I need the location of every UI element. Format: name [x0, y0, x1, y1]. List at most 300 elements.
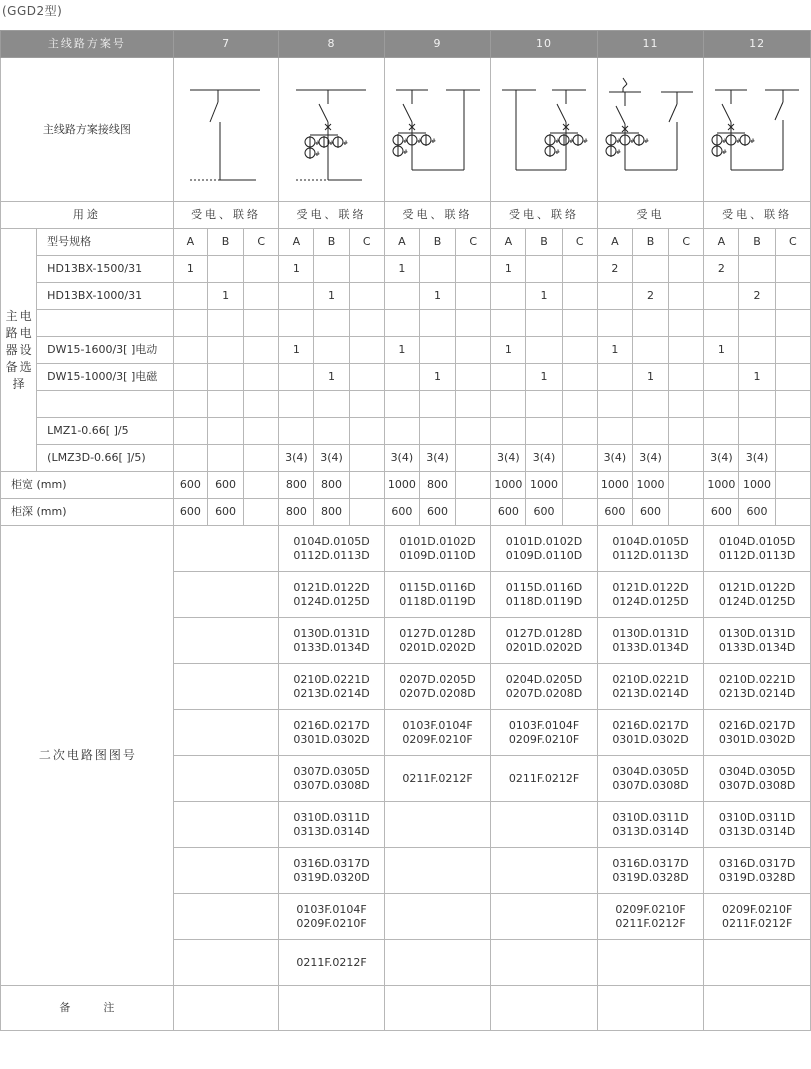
secondary-drawing-codes [173, 756, 278, 802]
quantity-cell [739, 391, 775, 418]
width-value: 600 [173, 472, 207, 499]
drawing-code-line: 0130D.0131D [293, 626, 370, 640]
secondary-drawing-codes [279, 848, 384, 894]
quantity-cell [207, 445, 243, 472]
quantity-cell [526, 418, 562, 445]
quantity-cell [384, 364, 419, 391]
quantity-cell [704, 283, 739, 310]
quantity-cell [775, 364, 810, 391]
quantity-cell [419, 337, 455, 364]
secondary-drawing-codes [704, 618, 811, 664]
abc-header: B [419, 229, 455, 256]
depth-value [669, 499, 704, 526]
abc-header: B [314, 229, 349, 256]
secondary-drawing-codes [597, 618, 704, 664]
secondary-drawing-codes [597, 940, 704, 986]
model-spec-label: 型号规格 [37, 229, 174, 256]
quantity-cell [704, 418, 739, 445]
quantity-cell [419, 391, 455, 418]
drawing-code-line: 0133D.0134D [293, 640, 370, 654]
quantity-cell: 3(4) [491, 445, 526, 472]
quantity-cell [384, 418, 419, 445]
width-value: 1000 [384, 472, 419, 499]
usage-value: 受电、联络 [173, 202, 278, 229]
wiring-diagram-12 [707, 70, 807, 190]
table-row [1, 256, 811, 283]
diagram-label: 主线路方案接线图 [1, 58, 174, 202]
quantity-cell [597, 391, 632, 418]
table-row [1, 310, 811, 337]
secondary-drawing-codes [173, 894, 278, 940]
width-value: 1000 [526, 472, 562, 499]
quantity-cell [669, 364, 704, 391]
quantity-cell [244, 364, 279, 391]
quantity-cell: 2 [632, 283, 668, 310]
remark-label: 备 注 [1, 986, 174, 1031]
svg-text:#: # [629, 137, 635, 145]
abc-header: C [669, 229, 704, 256]
quantity-cell [562, 283, 597, 310]
drawing-code-line: 0211F.0212F [508, 771, 580, 785]
svg-text:#: # [569, 137, 575, 145]
drawing-code-line: 0101D.0102D [505, 534, 583, 548]
abc-header: B [526, 229, 562, 256]
depth-value: 600 [632, 499, 668, 526]
secondary-drawing-codes [279, 756, 384, 802]
width-value [669, 472, 704, 499]
quantity-cell: 1 [739, 364, 775, 391]
quantity-cell: 2 [704, 256, 739, 283]
drawing-code-line: 0209F.0210F [508, 732, 580, 746]
quantity-cell [456, 310, 491, 337]
section-label-char: 择 [12, 376, 25, 391]
section-label-char: 电 [66, 748, 79, 762]
quantity-cell [244, 256, 279, 283]
drawing-code-line: 0209F.0210F [615, 902, 686, 916]
secondary-drawing-codes [279, 710, 384, 756]
quantity-cell: 1 [384, 256, 419, 283]
depth-value [775, 499, 810, 526]
depth-label: 柜深 (mm) [1, 499, 174, 526]
quantity-cell [173, 391, 207, 418]
quantity-cell [173, 364, 207, 391]
width-value: 1000 [739, 472, 775, 499]
scheme-number: 8 [279, 31, 384, 58]
component-model: HD13BX-1000/31 [37, 283, 174, 310]
secondary-drawing-codes [173, 802, 278, 848]
quantity-cell: 1 [526, 283, 562, 310]
drawing-code-line: 0130D.0131D [718, 626, 796, 640]
quantity-cell [349, 310, 384, 337]
quantity-cell [775, 445, 810, 472]
width-value: 1000 [597, 472, 632, 499]
quantity-cell [456, 391, 491, 418]
drawing-code-line: 0201D.0202D [505, 640, 583, 654]
quantity-cell [669, 256, 704, 283]
secondary-drawing-codes [704, 802, 811, 848]
drawing-code-line: 0127D.0128D [505, 626, 583, 640]
depth-value: 600 [704, 499, 739, 526]
drawing-code-line: 0307D.0308D [612, 778, 689, 792]
width-value [349, 472, 384, 499]
secondary-drawing-codes [704, 940, 811, 986]
drawing-code-line: 0209F.0210F [402, 732, 473, 746]
table-caption: (GGD2型) [2, 4, 63, 18]
secondary-drawing-codes [384, 618, 490, 664]
depth-value [456, 499, 491, 526]
secondary-drawing-codes [597, 526, 704, 572]
quantity-cell [456, 256, 491, 283]
remark-cell [491, 986, 598, 1031]
secondary-drawing-codes [384, 894, 490, 940]
abc-header: C [562, 229, 597, 256]
quantity-cell [669, 337, 704, 364]
drawing-code-line: 0310D.0311D [612, 810, 689, 824]
quantity-cell [244, 283, 279, 310]
quantity-cell [279, 283, 314, 310]
quantity-cell [739, 418, 775, 445]
quantity-cell [456, 364, 491, 391]
quantity-cell [419, 310, 455, 337]
svg-text:#: # [643, 137, 649, 145]
svg-text:#: # [555, 148, 561, 156]
secondary-drawing-codes [704, 664, 811, 710]
secondary-drawing-codes [279, 664, 384, 710]
secondary-drawing-codes [384, 802, 490, 848]
quantity-cell [244, 310, 279, 337]
quantity-cell [739, 256, 775, 283]
quantity-cell [526, 337, 562, 364]
svg-text:#: # [430, 137, 436, 145]
secondary-drawing-codes [491, 894, 598, 940]
drawing-code-line: 0109D.0110D [399, 548, 476, 562]
secondary-drawing-codes [173, 526, 278, 572]
secondary-drawing-codes [597, 710, 704, 756]
drawing-code-line: 0211F.0212F [296, 955, 367, 969]
svg-text:#: # [555, 137, 561, 145]
quantity-cell [669, 283, 704, 310]
secondary-drawing-codes [279, 572, 384, 618]
secondary-drawing-codes [704, 710, 811, 756]
drawing-code-line: 0109D.0110D [505, 548, 583, 562]
drawing-code-line: 0304D.0305D [718, 764, 796, 778]
drawing-code-line: 0210D.0221D [612, 672, 689, 686]
secondary-drawing-codes [704, 526, 811, 572]
secondary-drawing-codes [491, 848, 598, 894]
secondary-drawing-codes [173, 848, 278, 894]
drawing-code-line: 0210D.0221D [718, 672, 796, 686]
section-label-char: 二 [38, 748, 51, 762]
quantity-cell [279, 310, 314, 337]
remark-cell [173, 986, 278, 1031]
quantity-cell: 2 [597, 256, 632, 283]
secondary-drawing-codes [597, 572, 704, 618]
secondary-drawing-codes [491, 756, 598, 802]
svg-text:#: # [402, 137, 408, 145]
quantity-cell [244, 445, 279, 472]
quantity-cell [739, 310, 775, 337]
scheme-number: 12 [704, 31, 811, 58]
svg-text:#: # [750, 137, 756, 145]
section-label-char: 电 [19, 325, 32, 340]
drawing-code-line: 0209F.0210F [721, 902, 793, 916]
secondary-drawing-codes [173, 710, 278, 756]
svg-text:#: # [722, 148, 728, 156]
secondary-drawing-codes [491, 802, 598, 848]
table-row [1, 986, 811, 1031]
secondary-circuit-section-label [1, 526, 174, 986]
quantity-cell [244, 337, 279, 364]
depth-value: 600 [419, 499, 455, 526]
quantity-cell: 1 [632, 364, 668, 391]
depth-value [349, 499, 384, 526]
drawing-code-line: 0216D.0217D [612, 718, 689, 732]
quantity-cell [775, 418, 810, 445]
wiring-diagram-10 [494, 70, 594, 190]
abc-header: A [704, 229, 739, 256]
depth-value: 600 [739, 499, 775, 526]
secondary-drawing-codes [384, 756, 490, 802]
width-value: 800 [314, 472, 349, 499]
drawing-code-line: 0313D.0314D [612, 824, 689, 838]
secondary-drawing-codes [384, 572, 490, 618]
quantity-cell [669, 445, 704, 472]
quantity-cell [314, 337, 349, 364]
width-value: 1000 [491, 472, 526, 499]
drawing-code-line: 0112D.0113D [293, 548, 370, 562]
component-model: LMZ1-0.66[ ]/5 [37, 418, 174, 445]
drawing-code-line: 0307D.0305D [293, 764, 370, 778]
table-row [1, 58, 811, 202]
quantity-cell: 1 [314, 283, 349, 310]
width-value [456, 472, 491, 499]
section-label-char: 选 [19, 359, 32, 374]
quantity-cell [173, 283, 207, 310]
quantity-cell: 3(4) [384, 445, 419, 472]
depth-value: 800 [314, 499, 349, 526]
quantity-cell [775, 310, 810, 337]
quantity-cell [562, 418, 597, 445]
wiring-diagram-7 [176, 70, 276, 190]
depth-value: 800 [279, 499, 314, 526]
quantity-cell [384, 283, 419, 310]
component-model [37, 310, 174, 337]
drawing-code-line: 0216D.0217D [293, 718, 370, 732]
table-row [1, 526, 811, 572]
drawing-code-line: 0112D.0113D [718, 548, 796, 562]
component-model: (LMZ3D-0.66[ ]/5) [37, 445, 174, 472]
depth-value: 600 [491, 499, 526, 526]
table-row [1, 391, 811, 418]
quantity-cell: 3(4) [314, 445, 349, 472]
drawing-code-line: 0211F.0212F [402, 771, 473, 785]
secondary-drawing-codes [491, 526, 598, 572]
drawing-code-line: 0104D.0105D [718, 534, 796, 548]
wiring-diagram-8 [282, 70, 382, 190]
quantity-cell: 3(4) [526, 445, 562, 472]
secondary-drawing-codes [704, 848, 811, 894]
width-value [775, 472, 810, 499]
scheme-number: 9 [384, 31, 490, 58]
wiring-diagram-cell [704, 58, 811, 202]
svg-text:#: # [736, 137, 742, 145]
secondary-drawing-codes [173, 572, 278, 618]
width-value: 1000 [704, 472, 739, 499]
scheme-number: 7 [173, 31, 278, 58]
section-label-char: 备 [5, 359, 18, 374]
svg-text:#: # [416, 137, 422, 145]
secondary-drawing-codes [597, 664, 704, 710]
scheme-number: 10 [491, 31, 598, 58]
quantity-cell [207, 391, 243, 418]
scheme-number: 11 [597, 31, 704, 58]
quantity-cell [173, 445, 207, 472]
drawing-code-line: 0204D.0205D [505, 672, 583, 686]
drawing-code-line: 0207D.0208D [505, 686, 583, 700]
quantity-cell [244, 418, 279, 445]
drawing-code-line: 0216D.0217D [718, 718, 796, 732]
quantity-cell [491, 310, 526, 337]
quantity-cell [349, 364, 384, 391]
quantity-cell [173, 310, 207, 337]
depth-value: 600 [173, 499, 207, 526]
quantity-cell [632, 418, 668, 445]
quantity-cell: 3(4) [279, 445, 314, 472]
secondary-drawing-codes [384, 940, 490, 986]
secondary-drawing-codes [384, 526, 490, 572]
secondary-drawing-codes [704, 572, 811, 618]
secondary-drawing-codes [491, 940, 598, 986]
drawing-code-line: 0118D.0119D [399, 594, 476, 608]
drawing-code-line: 0313D.0314D [293, 824, 370, 838]
width-label: 柜宽 (mm) [1, 472, 174, 499]
secondary-drawing-codes [597, 894, 704, 940]
drawing-code-line: 0133D.0134D [612, 640, 689, 654]
secondary-drawing-codes [491, 572, 598, 618]
svg-text:#: # [402, 148, 408, 156]
drawing-code-line: 0209F.0210F [296, 916, 367, 930]
quantity-cell [491, 283, 526, 310]
svg-text:#: # [342, 139, 348, 147]
drawing-code-line: 0319D.0320D [293, 870, 370, 884]
depth-value [562, 499, 597, 526]
drawing-code-line: 0211F.0212F [721, 916, 793, 930]
quantity-cell: 1 [207, 283, 243, 310]
remark-cell [597, 986, 704, 1031]
wiring-diagram-cell [279, 58, 384, 202]
quantity-cell [739, 337, 775, 364]
table-row [1, 499, 811, 526]
quantity-cell [632, 337, 668, 364]
quantity-cell [207, 337, 243, 364]
depth-value: 600 [526, 499, 562, 526]
quantity-cell [704, 310, 739, 337]
abc-header: C [775, 229, 810, 256]
quantity-cell [384, 310, 419, 337]
section-label-char: 电 [19, 308, 32, 323]
quantity-cell: 1 [419, 364, 455, 391]
drawing-code-line: 0316D.0317D [718, 856, 796, 870]
component-model [37, 391, 174, 418]
quantity-cell [775, 391, 810, 418]
quantity-cell [669, 310, 704, 337]
quantity-cell [279, 391, 314, 418]
svg-text:#: # [314, 150, 320, 158]
quantity-cell [562, 445, 597, 472]
svg-text:#: # [328, 139, 334, 147]
drawing-code-line: 0115D.0116D [399, 580, 476, 594]
drawing-code-line: 0310D.0311D [293, 810, 370, 824]
drawing-code-line: 0103F.0104F [296, 902, 367, 916]
abc-header: A [279, 229, 314, 256]
drawing-code-line: 0124D.0125D [718, 594, 796, 608]
svg-text:#: # [615, 148, 621, 156]
quantity-cell [314, 391, 349, 418]
secondary-drawing-codes [279, 894, 384, 940]
quantity-cell [526, 391, 562, 418]
quantity-cell [456, 283, 491, 310]
drawing-code-line: 0121D.0122D [293, 580, 370, 594]
drawing-code-line: 0207D.0208D [399, 686, 476, 700]
drawing-code-line: 0101D.0102D [399, 534, 476, 548]
quantity-cell [632, 310, 668, 337]
usage-label: 用途 [1, 202, 174, 229]
quantity-cell [562, 337, 597, 364]
abc-header: A [173, 229, 207, 256]
quantity-cell [207, 256, 243, 283]
secondary-drawing-codes [491, 618, 598, 664]
quantity-cell [456, 418, 491, 445]
quantity-cell: 3(4) [597, 445, 632, 472]
abc-header: B [739, 229, 775, 256]
quantity-cell [669, 418, 704, 445]
quantity-cell [349, 283, 384, 310]
drawing-code-line: 0207D.0205D [399, 672, 476, 686]
section-label-char: 路 [5, 325, 18, 340]
component-model: DW15-1000/3[ ]电磁 [37, 364, 174, 391]
quantity-cell [349, 337, 384, 364]
svg-text:#: # [314, 139, 320, 147]
secondary-drawing-codes [279, 526, 384, 572]
quantity-cell [456, 337, 491, 364]
width-value [244, 472, 279, 499]
table-row [1, 229, 811, 256]
quantity-cell [173, 337, 207, 364]
quantity-cell [775, 337, 810, 364]
quantity-cell [349, 256, 384, 283]
quantity-cell [669, 391, 704, 418]
svg-text:#: # [583, 137, 589, 145]
svg-text:#: # [722, 137, 728, 145]
drawing-code-line: 0301D.0302D [612, 732, 689, 746]
drawing-code-line: 0213D.0214D [718, 686, 796, 700]
quantity-cell: 3(4) [632, 445, 668, 472]
drawing-code-line: 0301D.0302D [293, 732, 370, 746]
quantity-cell: 1 [419, 283, 455, 310]
quantity-cell [207, 418, 243, 445]
drawing-code-line: 0301D.0302D [718, 732, 796, 746]
quantity-cell [597, 310, 632, 337]
drawing-code-line: 0127D.0128D [399, 626, 476, 640]
quantity-cell: 1 [491, 256, 526, 283]
table-row [1, 283, 811, 310]
quantity-cell: 1 [704, 337, 739, 364]
component-model: HD13BX-1500/31 [37, 256, 174, 283]
quantity-cell [562, 391, 597, 418]
secondary-drawing-codes [597, 802, 704, 848]
wiring-diagram-cell [173, 58, 278, 202]
quantity-cell [456, 445, 491, 472]
